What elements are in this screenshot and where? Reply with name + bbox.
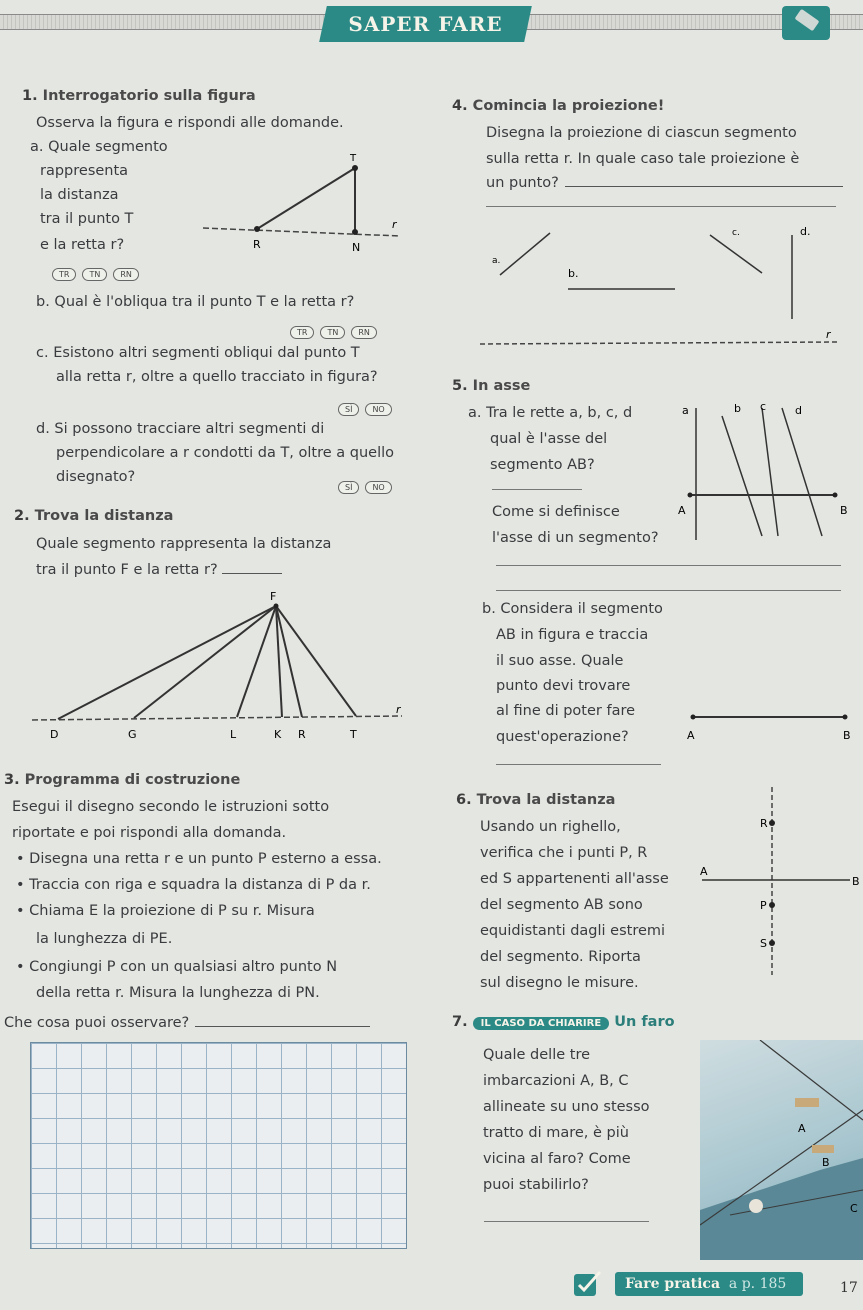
line-r (203, 228, 400, 236)
ex1-number: 1. (22, 88, 38, 104)
ex7-heading (452, 1014, 675, 1030)
ex5-title: In asse (472, 378, 531, 394)
line-c (762, 408, 778, 536)
ex5-b-line3: il suo asse. Quale (496, 653, 624, 669)
ex1-figure (195, 150, 410, 260)
ex5-figure2 (675, 705, 855, 745)
practice-link[interactable] (625, 1276, 786, 1292)
ex5-b-line1: b. Considera il segmento (482, 601, 663, 617)
label-r-point: R (298, 728, 306, 741)
ex5-a-answer-line2[interactable] (496, 565, 841, 566)
practice-label: Fare pratica (625, 1276, 721, 1292)
segment-tr (257, 168, 355, 229)
label-c: c. (732, 228, 740, 238)
label-b-line: b (734, 402, 741, 415)
ex1-intro: Osserva la figura e rispondi alle domande. (36, 115, 344, 131)
ex6-line5: equidistanti dagli estremi (480, 923, 666, 939)
ex3-heading (4, 772, 240, 788)
line-d (782, 408, 822, 536)
ex4-answer-line2[interactable] (486, 206, 836, 207)
ex7-badge: IL CASO DA CHIARIRE (473, 1017, 609, 1030)
ex7-line6: puoi stabilirlo? (483, 1177, 589, 1193)
ex3-number: 3. (4, 772, 20, 788)
option-tr[interactable]: TR (52, 268, 76, 281)
option-no[interactable]: NO (365, 481, 391, 494)
label-d: D (50, 728, 59, 741)
label-l: L (230, 728, 237, 741)
page-number: 17 (840, 1280, 858, 1296)
ex1-a-line2: rappresenta (40, 163, 129, 179)
ex4-figure (470, 215, 850, 350)
option-tn[interactable]: TN (82, 268, 107, 281)
ex6-number: 6. (456, 792, 472, 808)
ex2-answer-line[interactable] (222, 573, 282, 574)
ex7-answer-line[interactable] (484, 1221, 649, 1222)
label-a: A (700, 865, 708, 878)
option-rn[interactable]: RN (351, 326, 377, 339)
ex5-heading (452, 378, 530, 394)
ex1-a-line1: a. Quale segmento (30, 139, 168, 155)
ex3-bullet1: • Disegna una retta r e un punto P esterno a essa. (16, 851, 382, 867)
ex5-a-line3: segmento AB? (490, 457, 595, 473)
pencil-icon (782, 6, 830, 40)
ex5-a-line5: l'asse di un segmento? (492, 530, 659, 546)
ex1-d-options (338, 475, 398, 494)
option-tn[interactable]: TN (320, 326, 345, 339)
ex5-a-answer-line[interactable] (492, 489, 582, 490)
ex2-figure (30, 588, 410, 743)
ex7-line3: allineate su uno stesso (483, 1099, 650, 1115)
coast-shape (700, 1158, 863, 1260)
ex1-a-line5: e la retta r? (40, 237, 125, 253)
option-si[interactable]: SÌ (338, 403, 359, 416)
label-a: A (798, 1122, 806, 1135)
point-f (274, 604, 279, 609)
label-k: K (274, 728, 282, 741)
label-t: T (350, 728, 357, 741)
option-si[interactable]: SÌ (338, 481, 359, 494)
ex4-heading (452, 98, 664, 114)
label-r-line: r (396, 703, 401, 716)
header-icon-box (782, 6, 830, 40)
ex1-title: Interrogatorio sulla figura (42, 88, 256, 104)
ex5-b-line5: al fine di poter fare (496, 703, 636, 719)
ex1-b: b. Qual è l'obliqua tra il punto T e la retta r? (36, 294, 355, 310)
ex1-a-line3: la distanza (40, 187, 119, 203)
ex5-a-line1: a. Tra le rette a, b, c, d (468, 405, 633, 421)
line-r (32, 716, 402, 720)
label-a: A (687, 729, 695, 742)
point-s (769, 940, 775, 946)
ex6-line7: sul disegno le misure. (480, 975, 639, 991)
ex6-figure (700, 785, 860, 980)
label-a-point: A (678, 504, 686, 517)
point-b (833, 493, 838, 498)
point-n (352, 229, 358, 235)
label-b: B (852, 875, 860, 888)
label-b: B (843, 729, 851, 742)
label-a-line: a (682, 404, 689, 417)
label-t: T (350, 153, 357, 164)
ex6-line6: del segmento. Riporta (480, 949, 641, 965)
ex4-line3 (486, 174, 843, 192)
ex3-bullet4b: della retta r. Misura la lunghezza di PN. (36, 985, 320, 1001)
ex1-d-line1: d. Si possono tracciare altri segmenti di (36, 421, 325, 437)
ex4-title: Comincia la proiezione! (472, 98, 665, 114)
option-no[interactable]: NO (365, 403, 391, 416)
label-b: b. (568, 267, 579, 280)
label-r-line: r (392, 218, 397, 231)
ex6-line3: ed S appartenenti all'asse (480, 871, 669, 887)
ex3-answer-line[interactable] (195, 1026, 370, 1027)
ex6-line1: Usando un righello, (480, 819, 621, 835)
label-d: d. (800, 225, 811, 238)
ex2-heading (14, 508, 173, 524)
segment-c (710, 235, 762, 273)
ex3-question (4, 1014, 370, 1032)
label-n: N (352, 241, 361, 254)
ex7-line2: imbarcazioni A, B, C (483, 1073, 629, 1089)
ex2-q-line2 (36, 561, 282, 579)
ex4-line2: sulla retta r. In quale caso tale proiezione è (486, 151, 800, 167)
lighthouse-illustration (700, 1040, 863, 1260)
ex5-b-answer-line[interactable] (496, 764, 661, 765)
ex2-number: 2. (14, 508, 30, 524)
ex5-b-line2: AB in figura e traccia (496, 627, 649, 643)
ex6-line2: verifica che i punti P, R (480, 845, 648, 861)
label-c: C (850, 1202, 858, 1215)
label-b-point: B (840, 504, 848, 517)
ex3-bullet4a: • Congiungi P con un qualsiasi altro punto N (16, 959, 338, 975)
segment-a (500, 233, 550, 275)
point-a (691, 715, 696, 720)
ex4-answer-line[interactable] (565, 186, 843, 187)
label-b: B (822, 1156, 830, 1169)
ex3-bullet3a: • Chiama E la proiezione di P su r. Misura (16, 903, 315, 919)
ex6-title: Trova la distanza (476, 792, 616, 808)
ex5-b-line6: quest'operazione? (496, 729, 629, 745)
ex3-title: Programma di costruzione (24, 772, 241, 788)
ex6-line4: del segmento AB sono (480, 897, 643, 913)
boat-b-shape (812, 1145, 834, 1153)
option-tr[interactable]: TR (290, 326, 314, 339)
label-f: F (270, 590, 277, 603)
label-r-point: R (253, 238, 261, 251)
ex1-a-line4: tra il punto T (40, 211, 134, 227)
label-d-line: d (795, 404, 802, 417)
point-r (254, 226, 260, 232)
ex1-d-line3: disegnato? (56, 469, 136, 485)
practice-page-ref: a p. 185 (728, 1276, 787, 1292)
boat-a-shape (795, 1098, 819, 1107)
ex4-line3-text: un punto? (486, 175, 559, 191)
ex1-a-options (52, 262, 145, 281)
ex4-line1: Disegna la proiezione di ciascun segmento (486, 125, 797, 141)
ex1-b-options (290, 320, 383, 339)
point-t (352, 165, 358, 171)
header-title: SAPER FARE (348, 12, 503, 36)
ex2-q-line1: Quale segmento rappresenta la distanza (36, 536, 332, 552)
ray-line (760, 1040, 863, 1120)
point-a (688, 493, 693, 498)
line-r (480, 342, 838, 344)
lighthouse-photo (700, 1040, 863, 1260)
ex7-title: Un faro (614, 1014, 675, 1030)
drawing-grid[interactable] (30, 1042, 407, 1249)
ex3-bullet2: • Traccia con riga e squadra la distanza di P da r. (16, 877, 371, 893)
label-a: a. (492, 256, 501, 266)
checkmark-icon (570, 1268, 610, 1300)
ex2-q-text: tra il punto F e la retta r? (36, 562, 218, 578)
option-rn[interactable]: RN (113, 268, 139, 281)
ex3-bullet3b: la lunghezza di PE. (36, 931, 173, 947)
ex7-line5: vicina al faro? Come (483, 1151, 631, 1167)
ex1-c-options (338, 397, 398, 416)
ex1-c-line1: c. Esistono altri segmenti obliqui dal punto T (36, 345, 360, 361)
label-c-line: c (760, 400, 767, 413)
label-r: R (760, 817, 768, 830)
ex1-c-line2: alla retta r, oltre a quello tracciato in figura? (56, 369, 378, 385)
ex5-figure1 (670, 392, 860, 542)
ex3-question-text: Che cosa puoi osservare? (4, 1015, 190, 1031)
ex5-a-line4: Come si definisce (492, 504, 620, 520)
ex5-b-line4: punto devi trovare (496, 678, 631, 694)
ex3-line1: Esegui il disegno secondo le istruzioni sotto (12, 799, 330, 815)
ex1-d-line2: perpendicolare a r condotti da T, oltre a quello (56, 445, 395, 461)
label-g: G (128, 728, 137, 741)
ex6-heading (456, 792, 615, 808)
ex2-title: Trova la distanza (34, 508, 174, 524)
ex4-number: 4. (452, 98, 468, 114)
ex7-line1: Quale delle tre (483, 1047, 591, 1063)
label-r: r (826, 328, 831, 341)
point-p (769, 902, 775, 908)
lighthouse-icon (749, 1199, 763, 1213)
label-p: P (760, 899, 767, 912)
ex3-line2: riportate e poi rispondi alla domanda. (12, 825, 287, 841)
ex7-line4: tratto di mare, è più (483, 1125, 629, 1141)
ex5-a-answer-line3[interactable] (496, 590, 841, 591)
line-b (722, 416, 762, 536)
ex5-a-line2: qual è l'asse del (490, 431, 608, 447)
label-s: S (760, 937, 767, 950)
ex5-number: 5. (452, 378, 468, 394)
point-r (769, 820, 775, 826)
ex1-heading (22, 88, 256, 104)
point-b (843, 715, 848, 720)
segment-fg (134, 606, 276, 718)
ex7-number: 7. (452, 1014, 468, 1030)
